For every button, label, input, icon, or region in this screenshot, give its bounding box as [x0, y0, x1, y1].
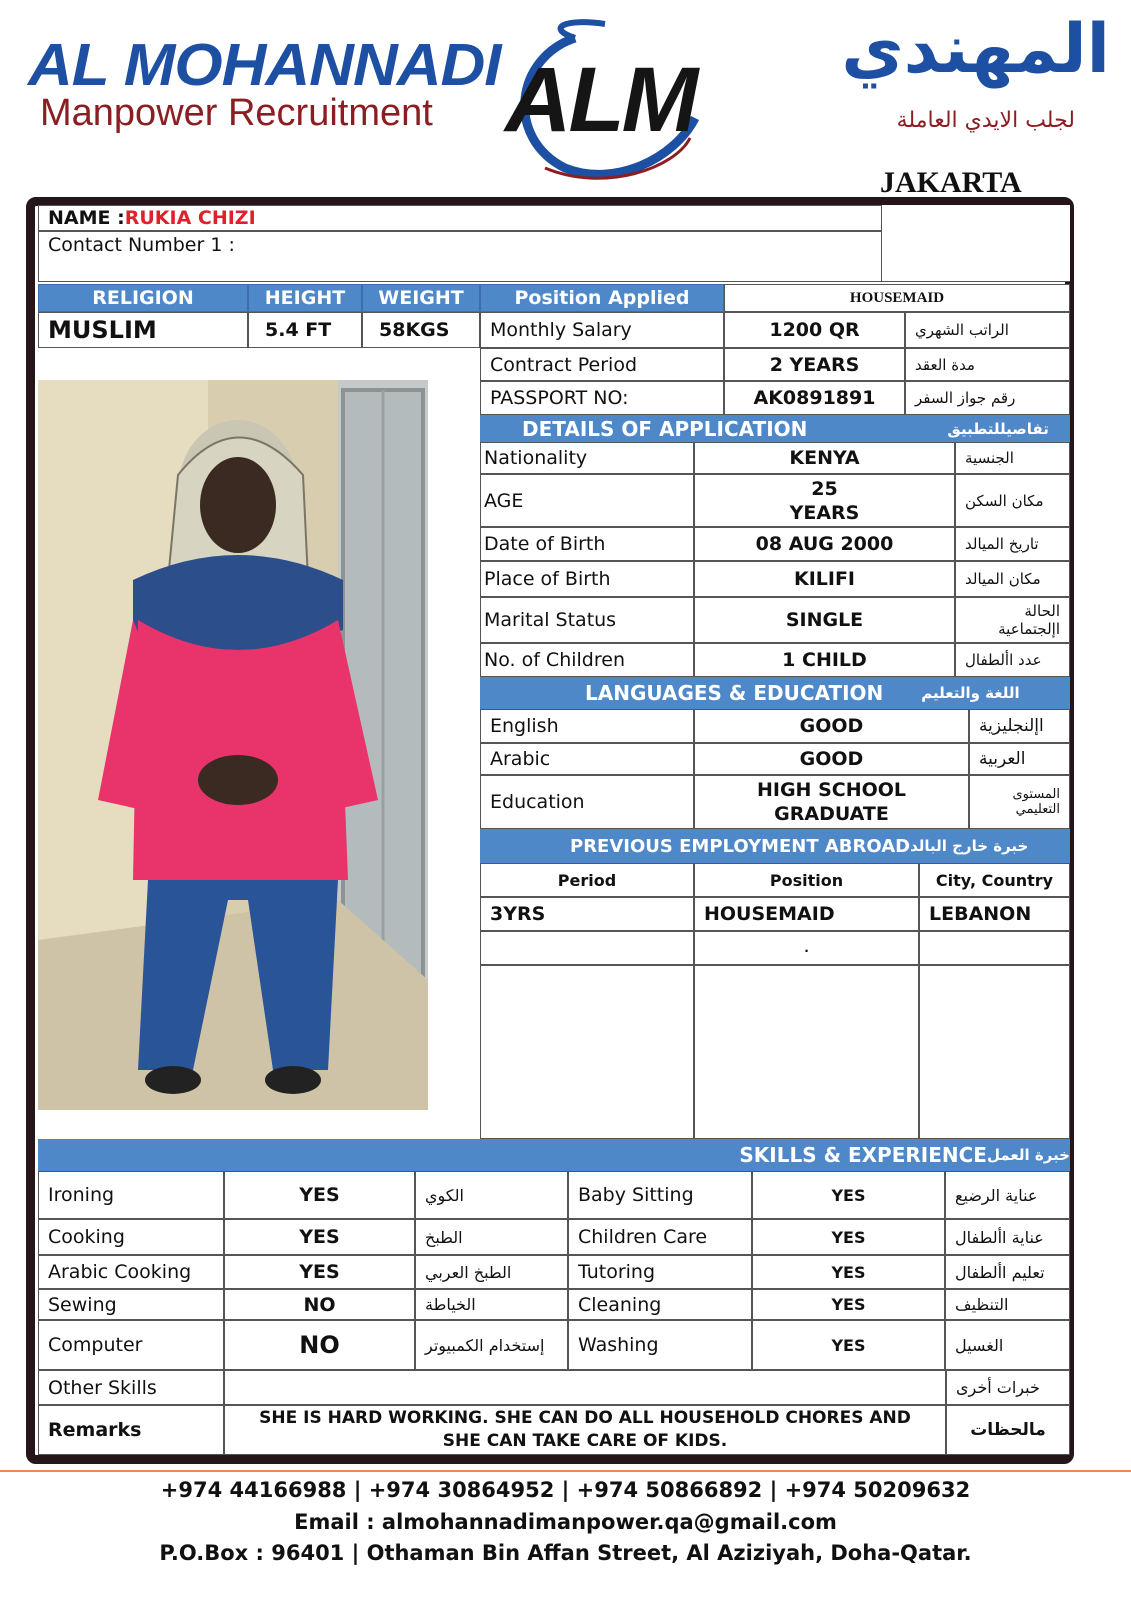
- skill-label-ar: عناية األطفال: [945, 1219, 1070, 1255]
- contract-label: Contract Period: [480, 348, 724, 381]
- skill-value: YES: [752, 1171, 945, 1219]
- position-header: Position Applied: [480, 284, 724, 312]
- detail-label-ar: مكان السكن: [955, 474, 1070, 527]
- detail-value: 08 AUG 2000: [694, 527, 955, 561]
- language-label: Arabic: [480, 743, 694, 775]
- company-name-ar: المهندي: [841, 10, 1110, 89]
- name-value: RUKIA CHIZI: [124, 207, 256, 229]
- skill-value: YES: [752, 1289, 945, 1320]
- skills-title: SKILLS & EXPERIENCE: [739, 1143, 987, 1167]
- position-value: HOUSEMAID: [724, 284, 1070, 312]
- skill-label: Ironing: [38, 1171, 224, 1219]
- religion-value: MUSLIM: [38, 312, 248, 348]
- details-band: [480, 415, 1070, 442]
- contract-label: PASSPORT NO:: [480, 381, 724, 415]
- contact-row: [38, 231, 882, 282]
- employment-band: [480, 829, 1070, 863]
- employment-cell: 3YRS: [480, 897, 694, 931]
- detail-label-ar: الجنسية: [955, 442, 1070, 474]
- contract-value: 1200 QR: [724, 312, 905, 348]
- language-label-ar: العربية: [969, 743, 1070, 775]
- skill-label: Cleaning: [568, 1289, 752, 1320]
- detail-value: 1 CHILD: [694, 643, 955, 677]
- employment-cell: [480, 931, 694, 965]
- skill-value: NO: [224, 1289, 415, 1320]
- employment-cell: [919, 931, 1070, 965]
- skill-value: YES: [224, 1255, 415, 1289]
- contact-label: Contact Number 1 :: [48, 234, 235, 256]
- detail-label-ar: عدد األطفال: [955, 643, 1070, 677]
- employment-title: PREVIOUS EMPLOYMENT ABROAD: [570, 835, 911, 857]
- skill-label-ar: الكوي: [415, 1171, 568, 1219]
- details-title-ar: تفاصيللتطبيق: [947, 419, 1049, 438]
- detail-value: SINGLE: [694, 597, 955, 643]
- company-tagline-en: Manpower Recruitment: [40, 92, 433, 134]
- contract-value: AK0891891: [724, 381, 905, 415]
- skill-label-ar: تعليم األطفال: [945, 1255, 1070, 1289]
- name-row: [38, 205, 882, 231]
- skill-label-ar: الطبخ: [415, 1219, 568, 1255]
- detail-label-ar: مكان الميالد: [955, 561, 1070, 597]
- footer-phones: +974 44166988 | +974 30864952 | +974 50866892 | +974 50209632: [160, 1478, 971, 1502]
- company-name-en: AL MOHANNADI: [28, 32, 501, 99]
- branch-label: JAKARTA: [880, 166, 1022, 199]
- language-label: Education: [480, 775, 694, 829]
- contract-label-ar: رقم جواز السفر: [905, 381, 1070, 415]
- skill-value: YES: [224, 1219, 415, 1255]
- language-label: English: [480, 709, 694, 743]
- contract-value: 2 YEARS: [724, 348, 905, 381]
- detail-value: KILIFI: [694, 561, 955, 597]
- employment-cell: HOUSEMAID: [694, 897, 919, 931]
- employment-title-ar: خبرة خارج البالد: [910, 837, 1029, 855]
- employment-blank-cell: [919, 965, 1070, 1139]
- employment-blank-cell: [480, 965, 694, 1139]
- skill-label: Computer: [38, 1320, 224, 1370]
- skill-label-ar: الطبخ العربي: [415, 1255, 568, 1289]
- skill-value: NO: [224, 1320, 415, 1370]
- remarks-label: Remarks: [38, 1405, 224, 1455]
- language-value: HIGH SCHOOL GRADUATE: [694, 775, 969, 829]
- skill-label: Washing: [568, 1320, 752, 1370]
- name-label: NAME :: [48, 207, 125, 229]
- footer-address: P.O.Box : 96401 | Othaman Bin Affan Street, Al Aziziyah, Doha-Qatar.: [159, 1541, 972, 1565]
- language-label-ar: اإلنجليزية: [969, 709, 1070, 743]
- languages-title: LANGUAGES & EDUCATION: [585, 681, 884, 705]
- employment-cell: LEBANON: [919, 897, 1070, 931]
- language-value: GOOD: [694, 709, 969, 743]
- detail-label: Marital Status: [480, 597, 694, 643]
- company-tagline-ar: لجلب الايدي العاملة: [896, 108, 1075, 133]
- skill-value: YES: [752, 1255, 945, 1289]
- skill-label-ar: إستخدام الكمبيوتر: [415, 1320, 568, 1370]
- weight-value: 58KGS: [362, 312, 480, 348]
- detail-value: KENYA: [694, 442, 955, 474]
- skill-value: YES: [224, 1171, 415, 1219]
- skill-label: Tutoring: [568, 1255, 752, 1289]
- footer-divider: [0, 1470, 1131, 1472]
- contract-label-ar: مدة العقد: [905, 348, 1070, 381]
- skill-label-ar: التنظيف: [945, 1289, 1070, 1320]
- language-label-ar: المستوى التعليمي: [969, 775, 1070, 829]
- other-skills-ar: خبرات أخرى: [946, 1370, 1070, 1405]
- other-skills-label: Other Skills: [38, 1370, 224, 1405]
- header-blank: [882, 205, 1070, 282]
- employment-header: City, Country: [919, 863, 1070, 897]
- detail-label-ar: تاريخ الميالد: [955, 527, 1070, 561]
- contract-label-ar: الراتب الشهري: [905, 312, 1070, 348]
- detail-label: No. of Children: [480, 643, 694, 677]
- skill-value: YES: [752, 1219, 945, 1255]
- footer-email: Email : almohannadimanpower.qa@gmail.com: [294, 1510, 837, 1534]
- remarks-value: SHE IS HARD WORKING. SHE CAN DO ALL HOUSEHOLD CHORES AND SHE CAN TAKE CARE OF KIDS.: [224, 1405, 946, 1455]
- employment-cell: .: [694, 931, 919, 965]
- skill-label-ar: الخياطة: [415, 1289, 568, 1320]
- skills-band: [38, 1139, 1070, 1171]
- employment-header: Period: [480, 863, 694, 897]
- skill-label: Arabic Cooking: [38, 1255, 224, 1289]
- details-title: DETAILS OF APPLICATION: [522, 416, 808, 441]
- detail-label: Date of Birth: [480, 527, 694, 561]
- religion-header: RELIGION: [38, 284, 248, 312]
- language-value: GOOD: [694, 743, 969, 775]
- detail-label-ar: الحالة اإلجتماعية: [955, 597, 1070, 643]
- other-skills-value: [224, 1370, 946, 1405]
- employment-header: Position: [694, 863, 919, 897]
- skills-title-ar: خبرة العمل: [986, 1146, 1070, 1164]
- detail-label: Place of Birth: [480, 561, 694, 597]
- skill-label-ar: الغسيل: [945, 1320, 1070, 1370]
- skill-value: YES: [752, 1320, 945, 1370]
- skill-label: Baby Sitting: [568, 1171, 752, 1219]
- applicant-photo: [38, 380, 428, 1110]
- languages-title-ar: اللغة والتعليم: [921, 684, 1020, 702]
- detail-label: AGE: [480, 474, 694, 527]
- employment-blank-cell: [694, 965, 919, 1139]
- detail-value: 25 YEARS: [694, 474, 955, 527]
- skill-label: Sewing: [38, 1289, 224, 1320]
- skill-label: Cooking: [38, 1219, 224, 1255]
- skill-label-ar: عناية الرضيع: [945, 1171, 1070, 1219]
- detail-label: Nationality: [480, 442, 694, 474]
- logo-mark: ALM: [505, 49, 696, 151]
- remarks-ar: مالحظات: [946, 1405, 1070, 1455]
- skill-label: Children Care: [568, 1219, 752, 1255]
- height-header: HEIGHT: [248, 284, 362, 312]
- height-value: 5.4 FT: [248, 312, 362, 348]
- contract-label: Monthly Salary: [480, 312, 724, 348]
- weight-header: WEIGHT: [362, 284, 480, 312]
- languages-band: [480, 677, 1070, 709]
